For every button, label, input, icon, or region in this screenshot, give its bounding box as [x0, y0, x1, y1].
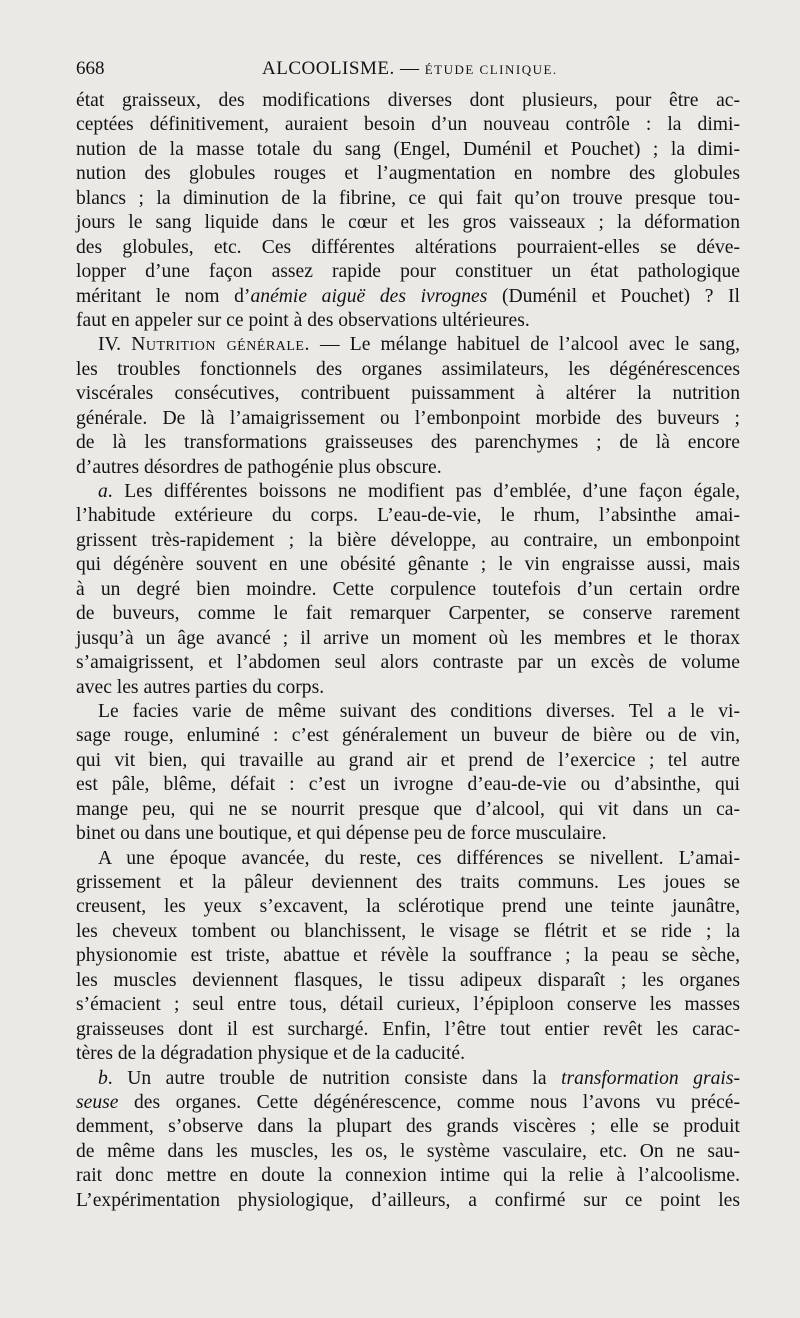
text-line: est pâle, blême, défait : c’est un ivrogne d’eau-de-vie ou d’absinthe, qui: [76, 774, 740, 796]
text-run: . Les différentes boissons ne modifient pas d’emblée, d’une façon égale,: [107, 481, 740, 502]
text-line: état graisseux, des modifications diverses dont plusieurs, pour être ac-: [76, 90, 740, 111]
text-line: avec les autres parties du corps.: [76, 676, 325, 698]
text-line: l’habitude extérieure du corps. L’eau-de-vie, le rhum, l’absinthe amai-: [76, 505, 740, 527]
text-line: ceptées définitivement, auraient besoin d’un nouveau contrôle : la dimi-: [76, 114, 740, 136]
text-line: grissement et la pâleur deviennent des traits communs. Les joues se: [76, 872, 740, 893]
text-line: Le facies varie de même suivant des conditions diverses. Tel a le vi-: [98, 700, 740, 722]
list-marker: a: [98, 481, 108, 502]
list-marker: b: [98, 1067, 108, 1089]
running-title-separator: —: [394, 58, 425, 79]
text-line: blancs ; la diminution de la fibrine, ce qui fait qu’on trouve presque tou-: [76, 187, 740, 209]
page-number: 668: [76, 58, 105, 79]
text-line: les cheveux tombent ou blanchissent, le visage se flétrit et se ride ; la: [76, 920, 740, 942]
italic-term: transformation grais-: [561, 1067, 740, 1089]
text-run: . Un autre trouble de nutrition consiste dans la: [107, 1067, 562, 1089]
text-line: L’expérimentation physiologique, d’ailleurs, a confirmé sur ce point les: [76, 1189, 740, 1211]
text-line: [76, 1091, 740, 1115]
text-line: creusent, les yeux s’excavent, la sclérotique prend une teinte jaunâtre,: [76, 896, 740, 918]
text-line: [76, 285, 740, 309]
body-text: [76, 89, 740, 1213]
text-line: de là les transformations graisseuses des parenchymes ; de là encore: [76, 432, 740, 454]
text-line: [76, 480, 740, 504]
text-line: de même dans les muscles, les os, le système vasculaire, etc. On ne sau-: [76, 1140, 740, 1162]
text-line: [76, 1067, 740, 1091]
text-line: binet ou dans une boutique, et qui dépense peu de force musculaire.: [76, 823, 607, 845]
text-line: A une époque avancée, du reste, ces différences se nivellent. L’amai-: [98, 847, 740, 869]
text-line: mange peu, qui ne se nourrit presque que d’alcool, qui vit dans un ca-: [76, 798, 740, 820]
text-line: viscérales consécutives, contribuent puissamment à altérer la nutrition: [76, 383, 740, 405]
text-line: jusqu’à un âge avancé ; il arrive un moment où les membres et le thorax: [76, 627, 740, 649]
text-line: nution de la masse totale du sang (Engel, Duménil et Pouchet) ; la dimi-: [76, 138, 740, 160]
text-run: (Duménil et Pouchet) ? Il: [487, 285, 740, 307]
text-line: générale. De là l’amaigrissement ou l’embonpoint morbide des buveurs ;: [76, 407, 740, 429]
text-line: les troubles fonctionnels des organes assimilateurs, les dégénérescences: [76, 358, 740, 380]
italic-term: anémie aiguë des ivrognes: [250, 285, 488, 307]
text-line: les muscles deviennent flasques, le tissu adipeux disparaît ; les organes: [76, 969, 740, 991]
text-line: graisseuses dont il est surchargé. Enfin, l’être tout entier revêt les carac-: [76, 1018, 740, 1040]
section-title: Nutrition générale.: [131, 334, 310, 356]
text-line: physionomie est triste, abattue et révèle la souffrance ; la peau se sèche,: [76, 945, 740, 967]
text-line: rait donc mettre en doute la connexion intime qui la relie à l’alcoolisme.: [76, 1165, 740, 1187]
text-line: faut en appeler sur ce point à des observations ultérieures.: [76, 309, 530, 331]
text-line: s’amaigrissent, et l’abdomen seul alors contraste par un excès de volume: [76, 652, 740, 674]
text-line: à un degré bien moindre. Cette corpulence toutefois d’un certain ordre: [76, 578, 740, 600]
section-number: IV.: [98, 334, 132, 356]
text-line: demment, s’observe dans la plupart des grands viscères ; elle se produit: [76, 1116, 740, 1138]
page-header: [76, 58, 740, 84]
section-heading-line: [76, 333, 740, 357]
text-line: grissent très-rapidement ; la bière développe, au contraire, un embonpoint: [76, 529, 740, 551]
running-title-subtitle: ÉTUDE CLINIQUE.: [424, 62, 558, 77]
text-run: — Le mélange habituel de l’alcool avec le sang,: [309, 334, 741, 356]
text-line: nution des globules rouges et l’augmentation en nombre des globules: [76, 163, 740, 185]
text-line: qui dégénère souvent en une obésité gênante ; le vin engraisse aussi, mais: [76, 554, 740, 576]
text-run: méritant le nom d’: [76, 285, 251, 307]
text-line: qui vit bien, qui travaille au grand air et prend de l’exercice ; tel autre: [76, 749, 740, 771]
text-line: s’émacient ; seul entre tous, détail curieux, l’épiploon conserve les masses: [76, 994, 740, 1016]
text-line: jours le sang liquide dans le cœur et les gros vaisseaux ; la déformation: [76, 212, 740, 234]
text-run: des organes. Cette dégénérescence, comme nous l’avons vu précé-: [118, 1091, 740, 1113]
text-line: des globules, etc. Ces différentes altérations pourraient-elles se déve-: [76, 236, 740, 258]
running-title-main: ALCOOLISME.: [262, 58, 395, 79]
text-line: de buveurs, comme le fait remarquer Carpenter, se conserve rarement: [76, 603, 740, 625]
text-line: sage rouge, enluminé : c’est généralement un buveur de bière ou de vin,: [76, 725, 740, 747]
text-line: lopper d’une façon assez rapide pour constituer un état pathologique: [76, 261, 740, 283]
text-line: tères de la dégradation physique et de la caducité.: [76, 1043, 465, 1065]
running-title: [262, 58, 558, 80]
text-line: d’autres désordres de pathogénie plus obscure.: [76, 456, 442, 478]
italic-term: seuse: [76, 1091, 119, 1113]
